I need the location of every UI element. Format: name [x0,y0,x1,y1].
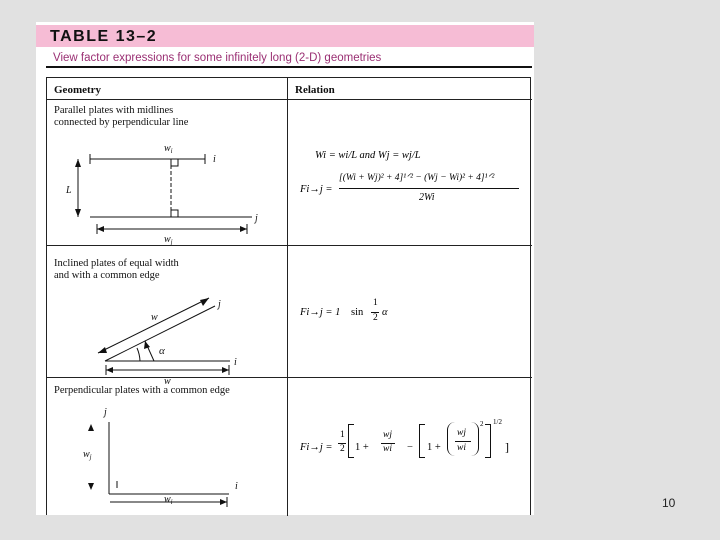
row3-left-bracket [348,424,354,458]
page-number: 10 [662,496,676,510]
slide [36,22,534,515]
row2-width-upper: w [151,312,158,323]
row2-plate-i: i [234,357,237,368]
row1-plate-j: j [255,213,258,224]
caption-rule [46,66,532,68]
row3-exp-outer: 1/2 [493,418,502,426]
row1-relation-numerator: [(Wi + Wj)² + 4]¹ᐟ² − (Wj − Wi)² + 4]¹ᐟ² [339,173,495,183]
row2-angle: α [159,345,165,357]
row2-label-line2: and with a common edge [54,270,160,281]
row2-relation-sin: sin [351,307,364,318]
header-relation: Relation [295,84,335,96]
row2-label-line1: Inclined plates of equal width [54,258,179,269]
row2-relation-alpha: α [382,307,388,318]
row3-width-i: $w_i$ [164,494,173,506]
row1-relation-line1: Wi = wi/L and Wj = wj/L [315,150,421,161]
row3-inner-bar [455,441,471,442]
row3-width-j: $w_j$ [83,449,92,461]
row1-label-line1: Parallel plates with midlines [54,105,174,116]
row3-inner-den: wi [457,443,466,453]
table-number: TABLE 13–2 [50,28,158,45]
row1-distance-L: L [66,185,72,196]
row1-relation-lhs: Fi→j = [300,184,333,195]
row3-tail: ] [505,440,509,454]
row3-half-num: 1 [340,430,345,440]
row3-plate-j: j [104,407,107,418]
row2-relation-lhs: Fi→j = 1 [300,307,341,318]
row3-ratio-den: wi [383,444,392,454]
row2-width-lower: w [164,376,171,387]
row2-frac-den: 2 [373,313,378,323]
row3-one: 1 + [355,442,369,453]
view-factor-table [46,77,531,515]
row1-relation-denominator: 2Wi [419,192,435,203]
table-title-band [36,25,534,47]
header-geometry: Geometry [54,84,102,96]
row3-inner-left-bracket [419,424,425,458]
row1-bottom-width: $w_j$ [164,234,173,246]
row3-half-den: 2 [340,444,345,454]
row3-minus: − [407,442,413,453]
row3-exp-inner: 2 [480,420,484,428]
row1-label-line2: connected by perpendicular line [54,117,189,128]
row2-plate-j: j [218,299,221,310]
row2-frac-num: 1 [373,298,378,308]
row3-right-bracket [485,424,491,458]
row3-one-b: 1 + [427,442,441,453]
row3-plate-i: i [235,481,238,492]
row3-inner-num: wj [457,428,466,438]
row1-top-width: $w_i$ [164,143,173,155]
row3-label-line1: Perpendicular plates with a common edge [54,385,230,396]
row3-relation-lhs: Fi→j = [300,442,333,453]
table-caption: View factor expressions for some infinitely long (2-D) geometries [53,52,382,64]
row1-plate-i: i [213,154,216,165]
row3-ratio-num: wj [383,430,392,440]
